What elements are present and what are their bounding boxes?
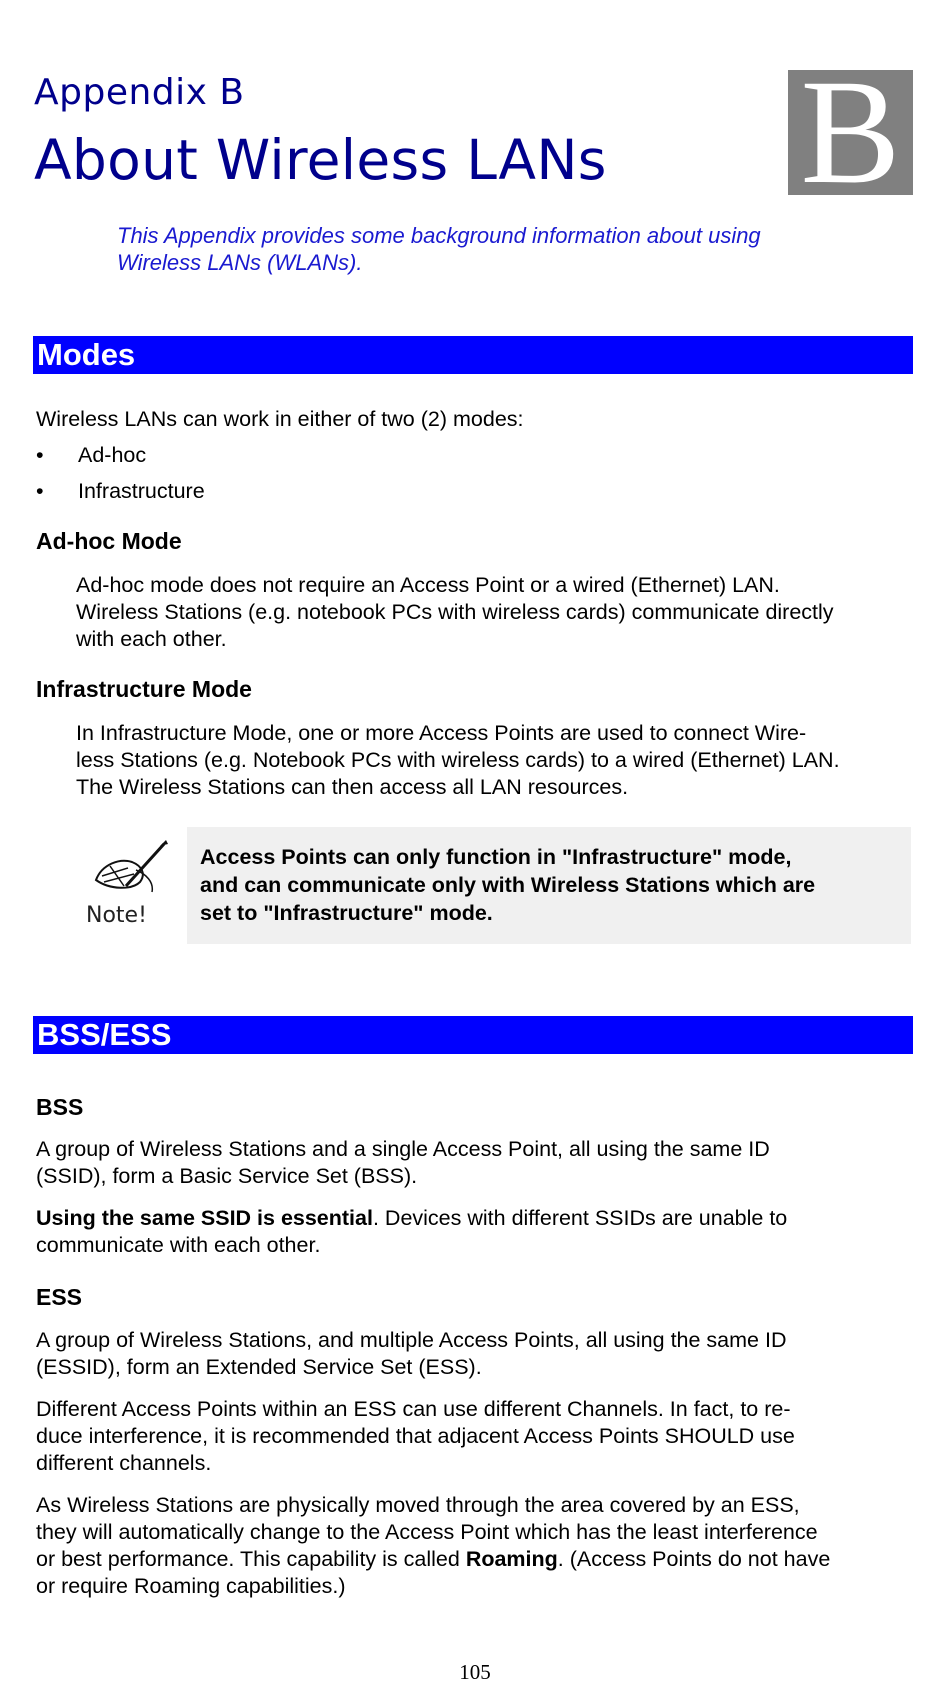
note-text: Access Points can only function in "Infrastructure" mode, and can communicate only with Wireless Stations which are set to "Infrastructure" mode. [200, 845, 816, 925]
section-heading-modes: Modes [33, 336, 913, 374]
note-icon [80, 838, 175, 928]
subheading-adhoc-mode: Ad-hoc Mode [36, 528, 182, 554]
chapter-letter-badge: B [788, 70, 913, 195]
adhoc-paragraph: Ad-hoc mode does not require an Access Point or a wired (Ethernet) LAN. Wireless Stations (e.g. notebook PCs with wireless cards) communicate directly with each other. [76, 573, 834, 651]
subheading-bss: BSS [36, 1094, 84, 1120]
page-number: 105 [459, 1660, 491, 1684]
subheading-infrastructure-mode: Infrastructure Mode [36, 676, 252, 702]
note-label: Note! [86, 903, 147, 928]
bss-paragraph: A group of Wireless Stations and a single Access Point, all using the same ID (SSID), form a Basic Service Set (BSS). [36, 1137, 770, 1188]
infrastructure-paragraph: In Infrastructure Mode, one or more Access Points are used to connect Wire- less Stations (e.g. Notebook PCs with wireless cards) to a wired (Ethernet) LAN. The Wireless Stations can then access all LAN resources. [76, 721, 840, 799]
ess-paragraph: A group of Wireless Stations, and multiple Access Points, all using the same ID (ESSID), form an Extended Service Set (ESS). [36, 1328, 787, 1379]
ssid-paragraph: Using the same SSID is essential. Devices with different SSIDs are unable to communicate with each other. [36, 1206, 788, 1257]
subheading-ess: ESS [36, 1284, 83, 1310]
intro-text: This Appendix provides some background information about using Wireless LANs (WLANs). [117, 223, 761, 275]
section-heading-bss-ess: BSS/ESS [33, 1016, 913, 1054]
appendix-label: Appendix B [34, 72, 245, 113]
list-item: • Infrastructure [36, 479, 205, 503]
channels-paragraph: Different Access Points within an ESS can use different Channels. In fact, to re- duce interference, it is recommended that adjacent Access Points SHOULD use different channels. [36, 1397, 795, 1475]
page-title: About Wireless LANs [34, 128, 607, 192]
modes-lead: Wireless LANs can work in either of two (2) modes: [36, 407, 524, 431]
roaming-paragraph: As Wireless Stations are physically moved through the area covered by an ESS, they will automatically change to the Access Point which has the least interference or best performance. This capability is called Roaming. (Access Points do not have or require Roaming capabilities.) [36, 1493, 831, 1598]
list-item: • Ad-hoc [36, 443, 147, 467]
